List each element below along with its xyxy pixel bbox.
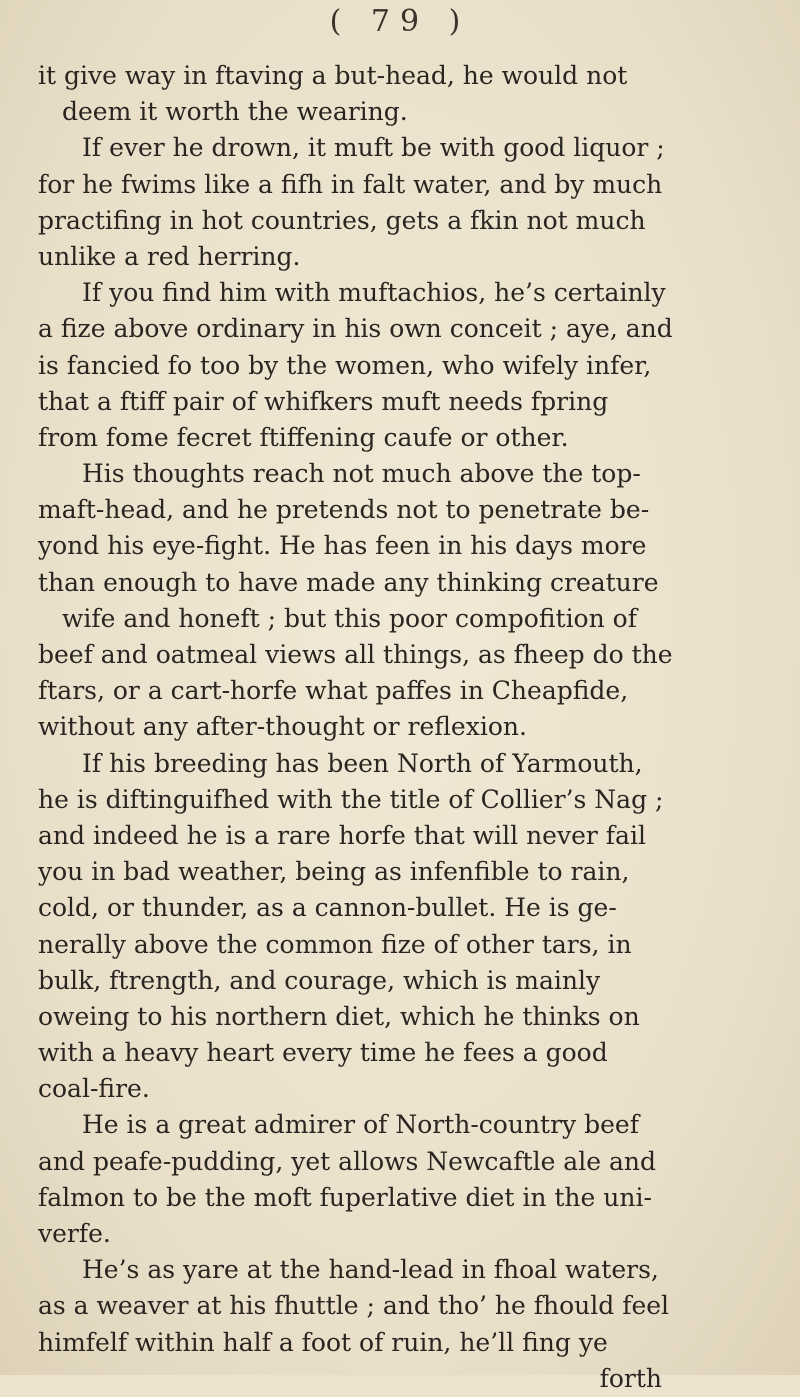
text-line: His thoughts reach not much above the top-	[82, 459, 641, 489]
text-line: himfelf within half a foot of ruin, he’ll fing ye	[38, 1327, 608, 1357]
text-line: He is a great admirer of North-country beef	[82, 1110, 639, 1140]
text-line: as a weaver at his fhuttle ; and tho’ he fhould feel	[38, 1291, 670, 1321]
text-line: maft-head, and he pretends not to penetrate be-	[38, 495, 650, 525]
text-line: yond his eye-fight. He has feen in his days more	[38, 531, 647, 561]
text-line: for he fwims like a fifh in falt water, and by much	[38, 169, 663, 199]
text-line: coal-fire.	[38, 1074, 150, 1104]
text-line: and indeed he is a rare horfe that will never fail	[38, 820, 646, 850]
text-line: without any after-thought or reflexion.	[38, 712, 527, 742]
catchword: forth	[599, 1363, 662, 1393]
text-line: it give way in ftaving a but-head, he would not	[38, 61, 628, 90]
body-text	[38, 58, 780, 1397]
text-line: bulk, ftrength, and courage, which is mainly	[38, 965, 601, 995]
text-line: deem it worth the wearing.	[62, 97, 408, 127]
text-line: nerally above the common fize of other tars, in	[38, 929, 632, 959]
text-line: If ever he drown, it muft be with good liquor ;	[82, 133, 665, 163]
text-line: and peafe-pudding, yet allows Newcaftle ale and	[38, 1146, 656, 1176]
text-line: a fize above ordinary in his own conceit ; aye, and	[38, 314, 673, 344]
text-line: cold, or thunder, as a cannon-bullet. He is ge-	[38, 893, 617, 923]
text-line: practifing in hot countries, gets a fkin not much	[38, 205, 646, 235]
text-line: beef and oatmeal views all things, as fheep do the	[38, 640, 673, 669]
text-line: than enough to have made any thinking creature	[38, 567, 659, 597]
text-line: wife and honeft ; but this poor compofition of	[62, 603, 637, 633]
text-line: ftars, or a cart-horfe what paffes in Cheapfide,	[38, 676, 629, 706]
text-line: that a ftiff pair of whifkers muft needs fpring	[38, 386, 609, 416]
text-line: unlike a red herring.	[38, 241, 301, 271]
text-line: is fancied fo too by the women, who wifely infer,	[38, 350, 652, 380]
page-number: ( 79 )	[329, 4, 471, 39]
text-line: oweing to his northern diet, which he thinks on	[38, 1001, 640, 1031]
text-line: from fome fecret ftiffening caufe or other.	[38, 422, 569, 452]
text-line: He’s as yare at the hand-lead in fhoal waters,	[82, 1255, 659, 1285]
text-line: verfe.	[38, 1219, 111, 1248]
text-line: If you find him with muftachios, he’s certainly	[82, 278, 666, 308]
text-line: If his breeding has been North of Yarmouth,	[82, 748, 643, 778]
text-line: falmon to be the moft fuperlative diet in the uni-	[38, 1182, 652, 1212]
text-line: you in bad weather, being as infenfible to rain,	[38, 857, 630, 887]
text-line: with a heavy heart every time he fees a good	[38, 1038, 608, 1068]
text-line: he is diftinguifhed with the title of Collier’s Nag ;	[38, 784, 664, 814]
